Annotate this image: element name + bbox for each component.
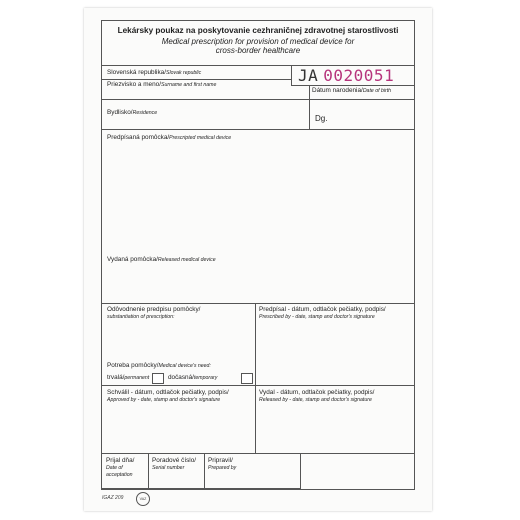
accepted-label: Prijal dňa/: [106, 457, 135, 464]
justification-label: Odôvodnenie predpisu pomôcky/: [107, 306, 201, 313]
residence-field-label: Bydlisko/Residence: [107, 109, 158, 116]
prescribed-device-label: Predpísaná pomôcka/Prescripted medical device: [107, 134, 232, 141]
country-label: Slovenská republika/Slovak republic: [107, 69, 202, 76]
form-code: IGAZ 209: [102, 495, 124, 501]
form-title-en-line2: cross-border healthcare: [215, 46, 301, 55]
prescriber-label-en: Prescribed by - date, stamp and doctor's signature: [259, 314, 375, 320]
serial-no-label-en: Serial number: [152, 465, 185, 471]
prescriber-label: Predpísal - dátum, odtlačok pečiatky, podpis/: [259, 306, 386, 313]
device-need-label: Potreba pomôcky/Medical device's need:: [107, 362, 211, 369]
serial-number: [298, 66, 394, 85]
form-title-en: [102, 37, 414, 55]
accepted-label-en-1: Date of: [106, 465, 123, 471]
permanent-label: trvalá/permanent: [107, 374, 150, 381]
dob-field-label: Dátum narodenia/Date of birth: [312, 87, 392, 94]
divider: [255, 303, 256, 453]
serial-prefix: JA: [298, 66, 319, 85]
divider: [309, 99, 310, 129]
form-title-en-line1: Medical prescription for provision of medical device for: [161, 37, 355, 46]
temporary-checkbox[interactable]: [241, 373, 253, 384]
prescription-form: [84, 8, 432, 511]
divider: [102, 79, 291, 80]
accepted-label-en-2: acceptation: [106, 472, 133, 478]
released-device-label: Vydaná pomôcka/Released medical device: [107, 256, 216, 263]
divider: [148, 453, 149, 489]
divider: [204, 453, 205, 489]
divider: [102, 129, 414, 130]
justification-label-en: substantiation of prescription:: [107, 314, 175, 320]
divider: [102, 385, 414, 386]
form-frame: [101, 20, 415, 490]
approved-label-en: Approved by - date, stamp and doctor's signature: [107, 397, 221, 403]
issued-label-en: Released by - date, stamp and doctor's signature: [259, 397, 372, 403]
name-field-label: Priezvisko a meno/Surname and first name: [107, 81, 217, 88]
approved-label: Schválil - dátum, odtlačok pečiatky, podpis/: [107, 389, 229, 396]
permanent-checkbox[interactable]: [152, 373, 164, 384]
serial-no-label: Poradové číslo/: [152, 457, 197, 464]
issued-label: Vydal - dátum, odtlačok pečiatky, podpis/: [259, 389, 375, 396]
serial-digits: 0020051: [323, 66, 395, 85]
form-title-sk: Lekársky poukaz na poskytovanie cezhraničnej zdravotnej starostlivosti: [117, 26, 399, 35]
prepared-label: Pripravil/: [208, 457, 233, 464]
prepared-label-en: Prepared by: [208, 465, 237, 471]
temporary-label: dočasná/temporary: [168, 374, 218, 381]
diagnosis-label: Dg.: [315, 114, 328, 123]
issuer-logo: VAZ: [136, 492, 150, 506]
divider: [291, 65, 292, 85]
divider: [309, 85, 310, 99]
divider: [102, 99, 414, 100]
divider: [102, 303, 414, 304]
